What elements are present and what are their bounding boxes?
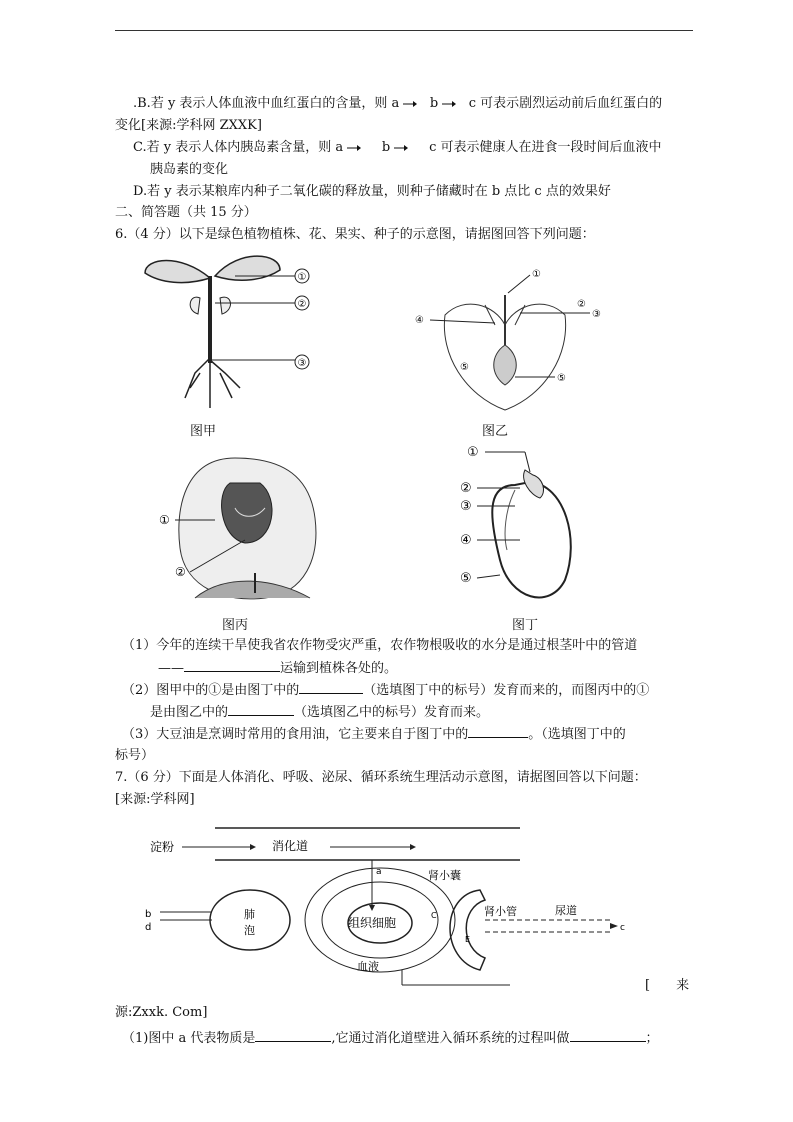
label-E: E — [465, 935, 471, 944]
arrow-icon — [347, 143, 361, 153]
option-b-line1: .B.若 y 表示人体血液中血红蛋白的含量，则 a b c 可表示剧烈运动前后血红蛋白的 — [133, 96, 663, 111]
label-tubule: 肾小管 — [484, 905, 517, 918]
source-note-part1: [ 来 — [645, 978, 690, 993]
question-7-source: [来源:学科网] — [115, 792, 195, 807]
option-c-line1: C.若 y 表示人体内胰岛素含量，则 a b c 可表示健康人在进食一段时间后血液中 — [133, 140, 662, 155]
label-1: ① — [532, 269, 541, 280]
answer-blank[interactable] — [184, 659, 280, 672]
question-6-intro: 6.（4 分）以下是绿色植物植株、花、果实、种子的示意图，请据图回答下列问题： — [115, 227, 595, 242]
label-1: ① — [467, 445, 479, 460]
label-2: ② — [577, 299, 586, 310]
label-d: d — [145, 922, 152, 933]
label-C: C — [431, 911, 437, 920]
label-1: ① — [159, 513, 170, 527]
q6-1-line1: （1）今年的连续干旱使我省农作物受灾严重，农作物根吸收的水分是通过根茎叶中的管道 — [122, 638, 638, 653]
label-c: c — [620, 923, 625, 933]
label-alveolus: 泡 — [244, 924, 255, 937]
label-3: ③ — [460, 499, 472, 514]
label-blood: 血液 — [357, 960, 379, 973]
label-5: ⑤ — [460, 571, 472, 586]
answer-blank[interactable] — [228, 703, 294, 716]
label-b: b — [145, 909, 152, 920]
label-4: ④ — [415, 315, 424, 326]
plant-figure — [140, 248, 325, 418]
seed-figure — [455, 440, 575, 612]
answer-blank[interactable] — [570, 1029, 646, 1042]
q6-3-line2: 标号） — [115, 748, 155, 763]
q6-2-line1: （2）图甲中的①是由图丁中的 （选填图丁中的标号）发育而来的，而图丙中的① — [122, 683, 650, 698]
question-7-intro: 7.（6 分）下面是人体消化、呼吸、泌尿、循环系统生理活动示意图，请据图回答以下问题： — [115, 770, 647, 785]
label-5: ⑤ — [460, 362, 469, 373]
label-4: ④ — [460, 533, 472, 548]
answer-blank[interactable] — [255, 1029, 331, 1042]
arrow-icon — [394, 143, 408, 153]
q6-3-line1: （3）大豆油是烹调时常用的食用油，它主要来自于图丁中的 。（选填图丁中的 — [122, 727, 626, 742]
answer-blank[interactable] — [468, 725, 528, 738]
caption-ding: 图丁 — [512, 618, 539, 633]
arrow-icon — [442, 99, 456, 109]
label-2: ② — [460, 481, 472, 496]
section-heading: 二、简答题（共 15 分） — [115, 205, 257, 220]
label-5: ⑤ — [557, 373, 566, 384]
q6-2-line2: 是由图乙中的 （选填图乙中的标号）发育而来。 — [150, 705, 490, 720]
caption-yi: 图乙 — [482, 424, 509, 439]
label-lung: 肺 — [244, 908, 255, 921]
physiology-diagram — [140, 820, 640, 990]
label-a: a — [376, 867, 382, 877]
header-rule — [115, 30, 693, 31]
label-3: ③ — [297, 358, 307, 369]
option-b-line2: 变化[来源:学科网 ZXXK] — [115, 118, 262, 133]
label-starch: 淀粉 — [150, 840, 175, 854]
label-2: ② — [175, 565, 186, 579]
label-capsule: 肾小囊 — [428, 869, 461, 882]
label-3: ③ — [592, 309, 601, 320]
label-2: ② — [297, 299, 307, 310]
fruit-figure — [155, 448, 330, 610]
label-urethra: 尿道 — [555, 904, 577, 917]
option-d: D.若 y 表示某粮库内种子二氧化碳的释放量，则种子储藏时在 b 点比 c 点的效果好 — [133, 184, 611, 199]
source-note-part2: 源:Zxxk. Com] — [115, 1005, 208, 1020]
option-c-line2: 胰岛素的变化 — [150, 162, 229, 177]
caption-bing: 图丙 — [222, 618, 249, 633]
caption-jia: 图甲 — [190, 424, 217, 439]
q6-1-line2: —— 运输到植株各处的。 — [158, 661, 398, 676]
q7-1-line: （1)图中 a 代表物质是 ,它通过消化道壁进入循环系统的过程叫做 ； — [122, 1031, 659, 1046]
flower-figure — [405, 265, 605, 415]
label-digestive-tract: 消化道 — [272, 839, 309, 853]
label-1: ① — [297, 272, 307, 283]
arrow-icon — [403, 99, 417, 109]
answer-blank[interactable] — [299, 681, 363, 694]
label-tissue-cells: 组织细胞 — [348, 916, 397, 930]
